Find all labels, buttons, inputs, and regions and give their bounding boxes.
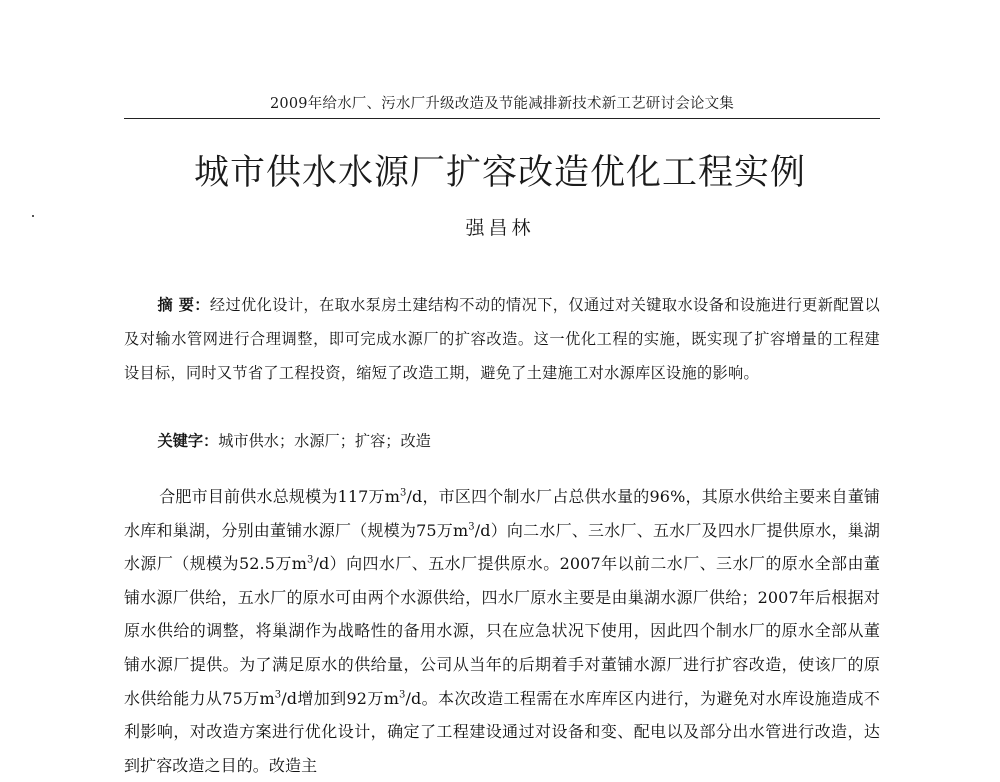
author-name: 强昌林 bbox=[465, 217, 535, 239]
abstract bbox=[124, 288, 880, 390]
superscript: 3 bbox=[400, 487, 407, 499]
keywords-text: 城市供水；水源厂；扩容；改造 bbox=[218, 432, 431, 450]
body-segment: 合肥市目前供水总规模为117万m bbox=[159, 487, 401, 506]
body-segment: /d，市区四个制水厂占总供水量的96%，其原水供给主要来自董铺水库和巢湖，分别由董铺水源厂（规模为75万m bbox=[124, 487, 881, 540]
keywords-label: 关键字： bbox=[157, 432, 219, 450]
scan-speck bbox=[32, 215, 34, 217]
body-paragraph bbox=[124, 480, 880, 782]
abstract-text: 经过优化设计，在取水泵房土建结构不动的情况下，仅通过对关键取水设备和设施进行更新配置以及对输水管网进行合理调整，即可完成水源厂的扩容改造。这一优化工程的实施，既实现了扩容增量的工程建设目标，同时又节省了工程投资，缩短了改造工期，避免了土建施工对水源库区设施的影响。 bbox=[124, 296, 880, 382]
body-segment: /d）向二水厂、三水厂、五水厂及四水厂提供原水，巢湖水源厂（规模为52.5万m bbox=[124, 520, 881, 574]
keywords bbox=[124, 424, 880, 458]
superscript: 3 bbox=[468, 521, 475, 533]
superscript: 3 bbox=[274, 689, 282, 701]
body-segment: /d。本次改造工程需在水库库区内进行，为避免对水库设施造成不利影响，对改造方案进行优化设计，确定了工程建设通过对设备和变、配电以及部分出水管进行改造，达到扩容改造之目的。改造主 bbox=[124, 688, 880, 775]
abstract-label: 摘 要： bbox=[157, 296, 210, 314]
body-segment: /d）向四水厂、五水厂提供原水。2007年以前二水厂、三水厂的原水全部由董铺水源厂供给，五水厂的原水可由两个水源供给，四水厂原水主要是由巢湖水源厂供给；2007年后根据对原水供给的调整，将巢湖作为战略性的备用水源，只在应急状况下使用，因此四个制水厂的原水全部从董铺水源厂提供。为了满足原水的供给量，公司从当年的后期着手对董铺水源厂进行扩容改造，使该厂的原水供给能力从75万m bbox=[124, 554, 880, 708]
superscript: 3 bbox=[307, 554, 314, 566]
paper-title: 城市供水水源厂扩容改造优化工程实例 bbox=[193, 153, 806, 193]
superscript: 3 bbox=[399, 689, 406, 701]
header-rule bbox=[124, 118, 880, 119]
body-segment: /d增加到92万m bbox=[281, 688, 399, 708]
running-header: 2009年给水厂、污水厂升级改造及节能减排新技术新工艺研讨会论文集 bbox=[270, 96, 734, 112]
